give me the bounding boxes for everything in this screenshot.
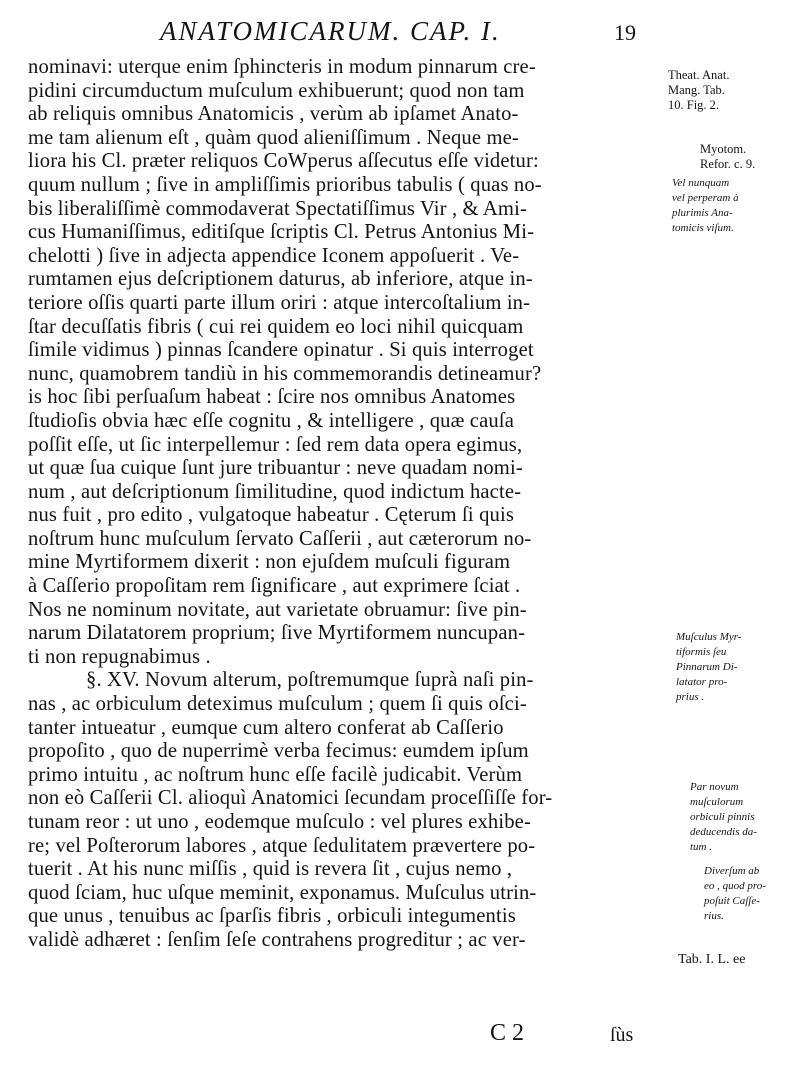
text-line: ſimile vidimus ) pinnas ſcandere opinatur . Si quis interroget [28,339,534,362]
margin-note-par-novum [690,780,800,855]
body-text [28,56,664,953]
margin-note-line: tomicis viſum. [672,222,734,234]
text-line: me tam alienum eſt , quàm quod alieniſſimum . Neque me- [28,126,519,149]
text-line: primo intuitu , ac noſtrum hunc eſſe facilè judicabit. Verùm [28,763,523,786]
text-line: cus Humaniſſimus, editiſque ſcriptis Cl. Petrus Antonius Mi- [28,221,535,244]
text-line: ti non repugnabimus . [28,645,211,668]
margin-note-line: plurimis Ana- [672,207,733,219]
catchword: ſùs [610,1024,634,1046]
margin-note-line: Vel nunquam [672,177,730,189]
margin-note-theatrum [668,68,798,113]
text-line: à Caſſerio propoſitam rem ſignificare , aut exprimere ſciat . [28,575,521,598]
text-line: liora his Cl. præter reliquos CoWperus aſſecutus eſſe videtur: [28,150,539,173]
margin-note-line: muſculorum [690,796,744,808]
text-line: Nos ne nominum novitate, aut varietate obruamur: ſive pin- [28,598,527,621]
margin-note-line: eo , quod pro- [704,880,766,892]
text-line: quum nullum ; ſive in ampliſſimis prioribus tabulis ( quas no- [28,173,542,196]
text-line: rumtamen ejus deſcriptionem daturus, ab inferiore, atque in- [28,268,533,291]
text-line: tunam reor : ut uno , eodemque muſculo : vel plures exhibe- [28,811,531,833]
text-line: noſtrum hunc muſculum ſervato Caſſerii , aut cæterorum no- [28,527,532,550]
text-line: narum Dilatatorem proprium; ſive Myrtiformem nuncupan- [28,622,526,645]
text-line: nas , ac orbiculum deteximus muſculum ; quem ſi quis oſci- [28,693,527,716]
margin-note-line: Diverſum ab [704,865,760,877]
margin-note-myotom [700,142,800,172]
margin-note-line: Mang. Tab. [668,83,725,97]
text-line: bis liberaliſſimè commodaverat Spectatiſſimus Vir , & Ami- [28,197,527,220]
text-line: ut quæ ſua cuique ſunt jure tribuantur : neve quadam nomi- [28,457,523,480]
text-line: chelotti ) ſive in adjecta appendice Iconem appoſuerit . Ve- [28,244,520,267]
page-number: 19 [614,20,636,45]
text-line: validè adhæret : ſenſim ſeſe contrahens progreditur ; ac ver- [28,928,526,951]
margin-note-line: Muſculus Myr- [676,631,742,643]
text-line: poſſit eſſe, ut ſic interpellemur : ſed rem data opera egimus, [28,433,523,456]
margin-note-line: tiformis ſeu [676,646,727,658]
text-line: nus fuit , pro edito , vulgatoque habeatur . Cęterum ſi quis [28,504,514,527]
margin-note-line: prius . [676,691,705,703]
text-line: teriore oſſis quarti parte illum oriri : atque intercoſtalium in- [28,291,531,314]
margin-note-line: vel perperam à [672,192,739,204]
margin-note-line: rius. [704,910,724,922]
margin-note-vel-nunquam [672,176,800,236]
margin-note-musculus-myrtiformis [676,630,800,705]
text-line: nominavi: uterque enim ſphincteris in modum pinnarum cre- [28,56,536,78]
margin-note-line: Theat. Anat. [668,68,730,82]
text-line: que unus , tenuibus ac ſparſis fibris , orbiculi integumentis [28,905,516,928]
text-line: num , aut deſcriptionum ſimilitudine, quod indictum hacte- [28,480,522,503]
margin-note-line: Myotom. [700,142,747,156]
margin-note-line: deducendis da- [690,826,757,838]
page-footer [0,1020,800,1060]
signature-mark: C 2 [490,1020,525,1046]
margin-note-line: Pinnarum Di- [676,661,738,673]
margin-note-line: Tab. I. L. ee [678,952,746,967]
text-line: re; vel Poſterorum labores , atque ſedulitatem prævertere po- [28,834,536,857]
margin-note-line: 10. Fig. 2. [668,98,720,112]
margin-note-line: Refor. c. 9. [700,157,756,171]
text-line: quod ſciam, huc uſque meminit, exponamus. Muſculus utrin- [28,881,537,904]
text-line: tuerit . At his nunc miſſis , quid is revera ſit , cujus nemo , [28,858,513,881]
section-heading-line: §. XV. Novum alterum, poſtremumque ſuprà naſi pin- [86,669,534,692]
running-head: ANATOMICARUM. CAP. I. [160,16,501,46]
text-line: ſtudioſis obvia hæc eſſe cognitu , & intelligere , quæ cauſa [28,409,514,432]
text-line: is hoc ſibi perſuaſum habeat : ſcire nos omnibus Anatomes [28,386,516,409]
text-line: propoſito , quo de nuperrimè verba fecimus: eumdem ipſum [28,740,529,763]
text-line: nunc, quamobrem tandiù in his commemorandis detineamur? [28,362,542,385]
margin-note-tabula [678,952,800,967]
margin-note-line: tum . [690,841,712,853]
margin-note-line: latator pro- [676,676,728,688]
margin-note-line: poſuit Caſſe- [704,895,760,907]
margin-note-diversum [704,864,800,924]
text-line: non eò Caſſerii Cl. alioquì Anatomici ſecundam proceſſiſſe for- [28,787,553,810]
text-line: mine Myrtiformem dixerit : non ejuſdem muſculi figuram [28,551,511,574]
text-line: ab reliquis omnibus Anatomicis , verùm ab ipſamet Anato- [28,103,519,126]
margin-note-line: orbiculi pinnis [690,811,755,823]
text-line: tanter intueatur , eumque cum altero conferat ab Caſſerio [28,716,504,739]
text-line: ſtar decuſſatis fibris ( cui rei quidem eo loci nihil quicquam [28,315,524,338]
text-line: pidini circumductum muſculum exhibuerunt; quod non tam [28,79,525,102]
margin-note-line: Par novum [690,781,739,793]
